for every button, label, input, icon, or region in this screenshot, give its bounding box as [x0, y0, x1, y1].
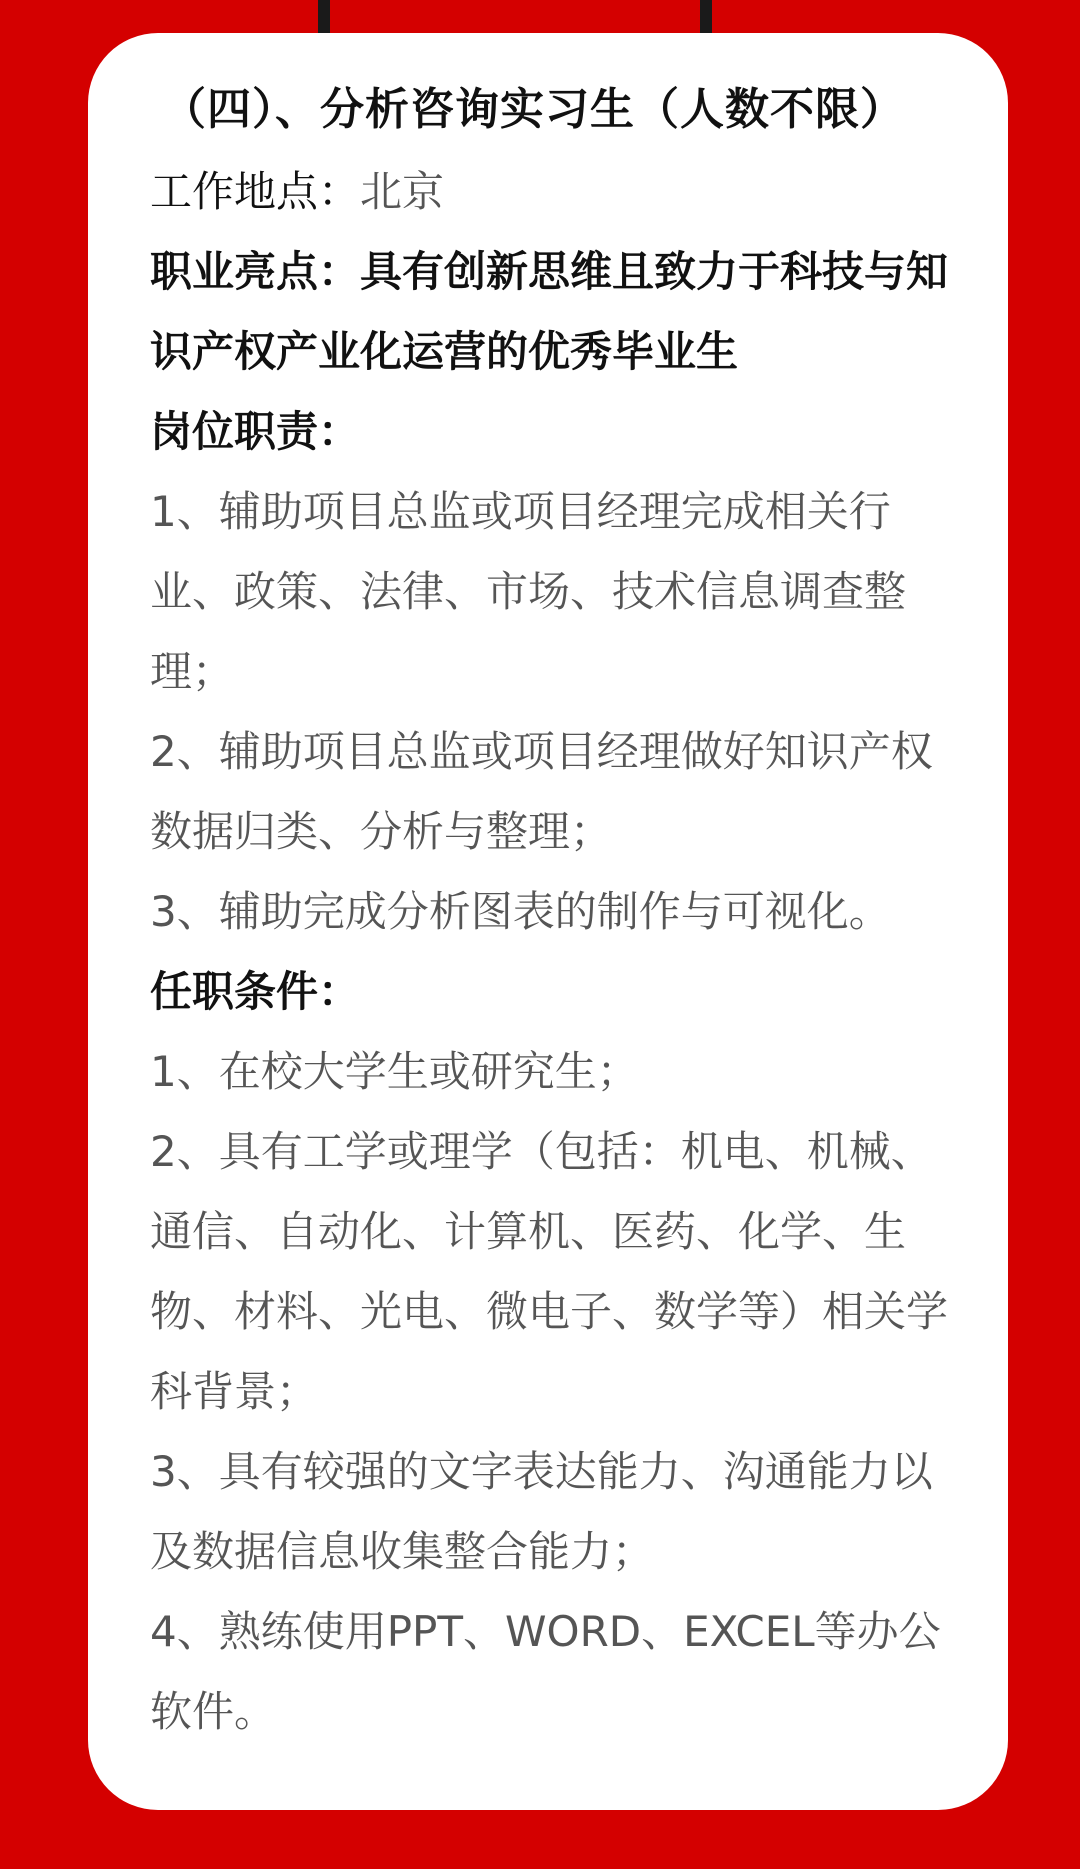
hanger-strap-right	[700, 0, 712, 34]
requirements-heading: 任职条件：	[150, 967, 361, 1016]
duties-heading: 岗位职责：	[150, 407, 361, 456]
highlight-text: 具有创新思维且致力于科技与知识产权产业化运营的优秀毕业生	[150, 247, 949, 376]
requirement-item-1: 1、在校大学生或研究生；	[150, 1047, 639, 1096]
requirement-item-4: 4、熟练使用PPT、WORD、EXCEL等办公软件。	[150, 1607, 941, 1736]
location-label: 工作地点：	[150, 167, 361, 216]
job-posting-content	[150, 80, 970, 1752]
duty-item-3: 3、辅助完成分析图表的制作与可视化。	[150, 887, 891, 936]
requirement-item-3: 3、具有较强的文字表达能力、沟通能力以及数据信息收集整合能力；	[150, 1447, 933, 1576]
position-title: （四）、分析咨询实习生（人数不限）	[162, 84, 905, 135]
duty-item-2: 2、辅助项目总监或项目经理做好知识产权数据归类、分析与整理；	[150, 727, 933, 856]
location-value: 北京	[360, 167, 445, 216]
career-highlight	[150, 232, 970, 392]
location-line	[150, 152, 970, 232]
highlight-label: 职业亮点：	[150, 247, 361, 296]
hanger-strap-left	[318, 0, 330, 34]
requirement-item-2: 2、具有工学或理学（包括：机电、机械、通信、自动化、计算机、医药、化学、生物、材料、光电、微电子、数学等）相关学科背景；	[150, 1127, 949, 1416]
duty-item-1: 1、辅助项目总监或项目经理完成相关行业、政策、法律、市场、技术信息调查整理；	[150, 487, 907, 696]
